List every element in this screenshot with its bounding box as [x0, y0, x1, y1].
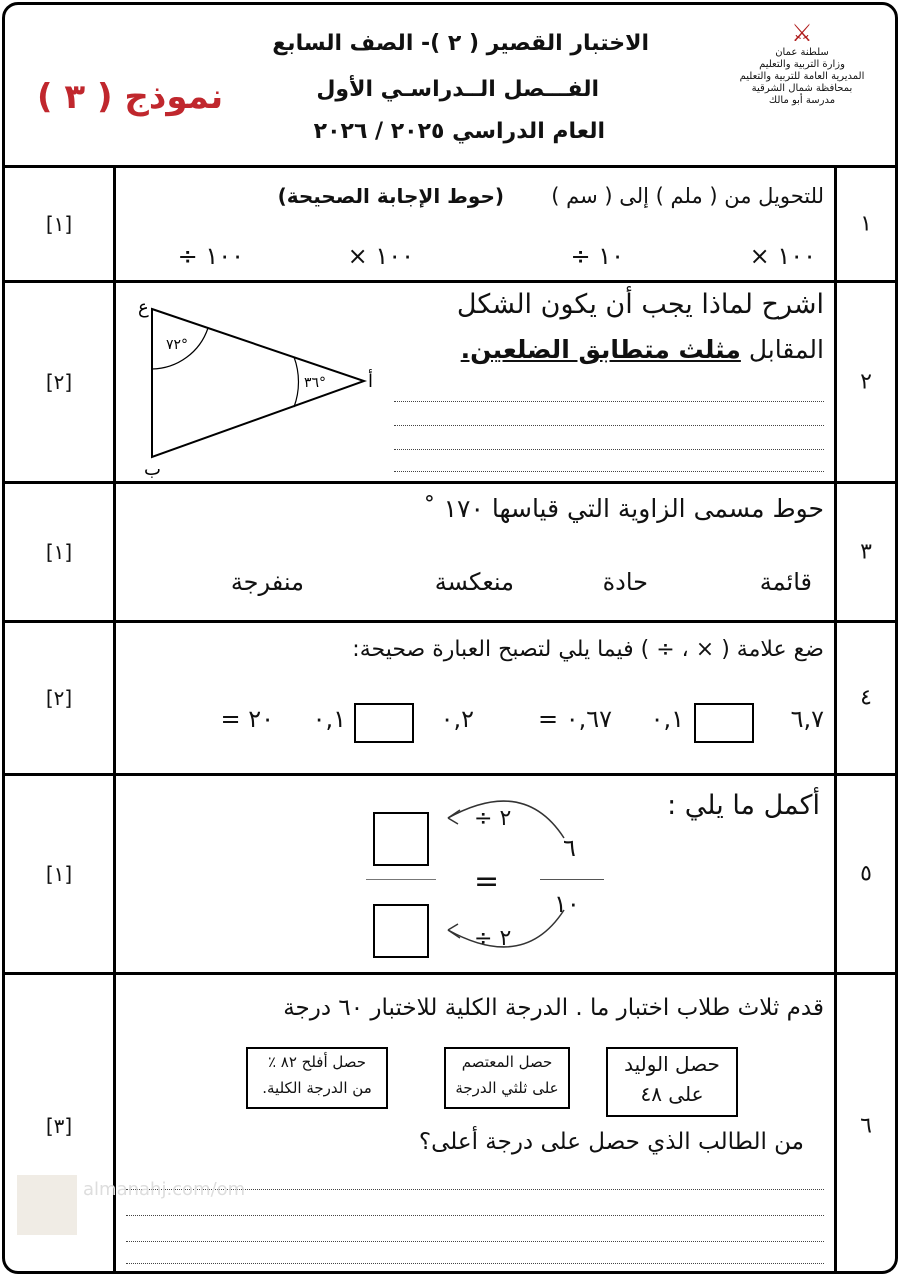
- exam-sheet: [2, 2, 898, 1274]
- answer-option[interactable]: منعكسة: [434, 568, 514, 596]
- expr1-left: ٦,٧: [790, 705, 824, 733]
- ministry-line: سلطنة عمان: [775, 47, 829, 58]
- question-row-1: [5, 168, 895, 283]
- student-card-almutasim: [444, 1047, 570, 1109]
- academic-year: العام الدراسي ٢٠٢٥ / ٢٠٢٦: [313, 119, 605, 144]
- answer-option[interactable]: حادة: [602, 568, 648, 596]
- numerator-answer-box[interactable]: [373, 812, 429, 866]
- prompt-prefix: المقابل: [748, 335, 824, 364]
- expr2-mid: ٠,١: [312, 705, 346, 733]
- answer-option[interactable]: × ١٠٠: [749, 242, 816, 270]
- triangle-shape: [152, 309, 364, 457]
- question-subprompt: من الطالب الذي حصل على درجة أعلى؟: [418, 1129, 804, 1155]
- question-score: [٣]: [45, 1114, 73, 1138]
- answer-option[interactable]: × ١٠٠: [347, 242, 414, 270]
- semester-label: الفـــصل الــدراسـي الأول: [316, 77, 599, 102]
- denominator-answer-box[interactable]: [373, 904, 429, 958]
- operator-box[interactable]: [354, 703, 414, 743]
- expr1-result: = ٠,٦٧: [537, 705, 612, 733]
- question-row-3: [5, 484, 895, 623]
- angle-label-top: ٧٢°: [166, 337, 189, 353]
- exam-header: [5, 5, 895, 168]
- question-prompt: أكمل ما يلي :: [667, 790, 820, 821]
- answer-option[interactable]: قائمة: [759, 568, 812, 596]
- given-denominator: ١٠: [554, 890, 580, 918]
- answer-line[interactable]: [394, 471, 824, 472]
- expr2-left: ٠,٢: [440, 705, 474, 733]
- question-score: [١]: [45, 862, 73, 886]
- arrow-bottom-head: [448, 924, 460, 938]
- question-score: [٢]: [45, 686, 73, 710]
- vertex-label-right: أ: [368, 371, 374, 392]
- question-number: ٢: [860, 369, 872, 395]
- answer-line[interactable]: [394, 425, 824, 426]
- ministry-block: [727, 19, 877, 107]
- ministry-line: وزارة التربية والتعليم: [759, 59, 845, 70]
- card-line: من الدرجة الكلية.: [262, 1079, 372, 1097]
- ministry-line: المديرية العامة للتربية والتعليم: [739, 71, 865, 82]
- answer-line[interactable]: [394, 449, 824, 450]
- question-prompt-line2: [461, 335, 824, 364]
- answer-option[interactable]: ÷ ١٠٠: [177, 242, 244, 270]
- vertex-label-top: ع: [138, 297, 149, 318]
- triangle-figure: [126, 283, 376, 481]
- model-label: نموذج ( ٣ ): [37, 77, 224, 117]
- operation-bottom: ÷ ٢: [474, 926, 512, 951]
- question-score: [١]: [45, 540, 73, 564]
- watermark-text: almanahj.com/om: [83, 1179, 246, 1200]
- question-score: [١]: [45, 212, 73, 236]
- answer-option[interactable]: منفرجة: [230, 568, 304, 596]
- operator-box[interactable]: [694, 703, 754, 743]
- question-row-4: [5, 623, 895, 776]
- question-row-2: [5, 283, 895, 484]
- prompt-emphasis: مثلث متطابق الضلعين.: [460, 335, 741, 364]
- question-prompt: اشرح لماذا يجب أن يكون الشكل: [456, 289, 824, 320]
- expr1-mid: ٠,١: [650, 705, 684, 733]
- question-prompt: ضع علامة ( × ، ÷ ) فيما يلي لتصبح العبارة صحيحة:: [352, 637, 824, 662]
- equals-sign: =: [474, 864, 500, 899]
- question-number: ٦: [860, 1113, 872, 1139]
- oman-emblem-icon: ⚔: [791, 19, 813, 47]
- answer-line[interactable]: [126, 1263, 824, 1264]
- question-instruction: (حوط الإجابة الصحيحة): [277, 184, 504, 208]
- fraction-bar-answer: [366, 879, 436, 880]
- ministry-line: مدرسة أبو مالك: [768, 95, 836, 106]
- watermark-logo: [17, 1175, 77, 1235]
- question-row-6: [5, 975, 895, 1274]
- card-line: حصل أفلح ٨٢ ٪: [267, 1053, 367, 1071]
- question-prompt: للتحويل من ( ملم ) إلى ( سم ): [551, 184, 824, 208]
- answer-line[interactable]: [126, 1215, 824, 1216]
- question-row-5: [5, 776, 895, 975]
- given-numerator: ٦: [563, 834, 576, 862]
- question-prompt: حوط مسمى الزاوية التي قياسها ١٧٠ ˚: [423, 494, 824, 523]
- question-number: ٣: [860, 539, 872, 565]
- student-card-aflah: [246, 1047, 388, 1109]
- arrow-top-head: [448, 810, 460, 824]
- vertex-label-bottom: ب: [144, 459, 161, 480]
- operation-top: ÷ ٢: [474, 806, 512, 831]
- angle-label-right: ٣٦°: [304, 375, 327, 391]
- division-arrows: [434, 776, 594, 972]
- card-line: حصل المعتصم: [461, 1053, 553, 1071]
- ministry-line: بمحافظة شمال الشرقية: [751, 83, 853, 94]
- question-score: [٢]: [45, 370, 73, 394]
- answer-option[interactable]: ÷ ١٠: [570, 242, 624, 270]
- student-card-alwaleed: [606, 1047, 738, 1117]
- angle-arc-right: [294, 357, 298, 407]
- answer-line[interactable]: [126, 1241, 824, 1242]
- card-line: على ثلثي الدرجة: [455, 1079, 559, 1097]
- question-prompt: قدم ثلاث طلاب اختبار ما . الدرجة الكلية للاختبار ٦٠ درجة: [283, 995, 824, 1021]
- card-line: حصل الوليد: [624, 1052, 720, 1076]
- card-line: على ٤٨: [640, 1082, 704, 1106]
- exam-title: الاختبار القصير ( ٢ )- الصف السابع: [272, 31, 649, 56]
- question-number: ٤: [860, 685, 872, 711]
- question-number: ٥: [860, 861, 872, 887]
- question-number: ١: [860, 211, 872, 237]
- expr2-result: = ٢٠: [220, 705, 274, 733]
- answer-line[interactable]: [394, 401, 824, 402]
